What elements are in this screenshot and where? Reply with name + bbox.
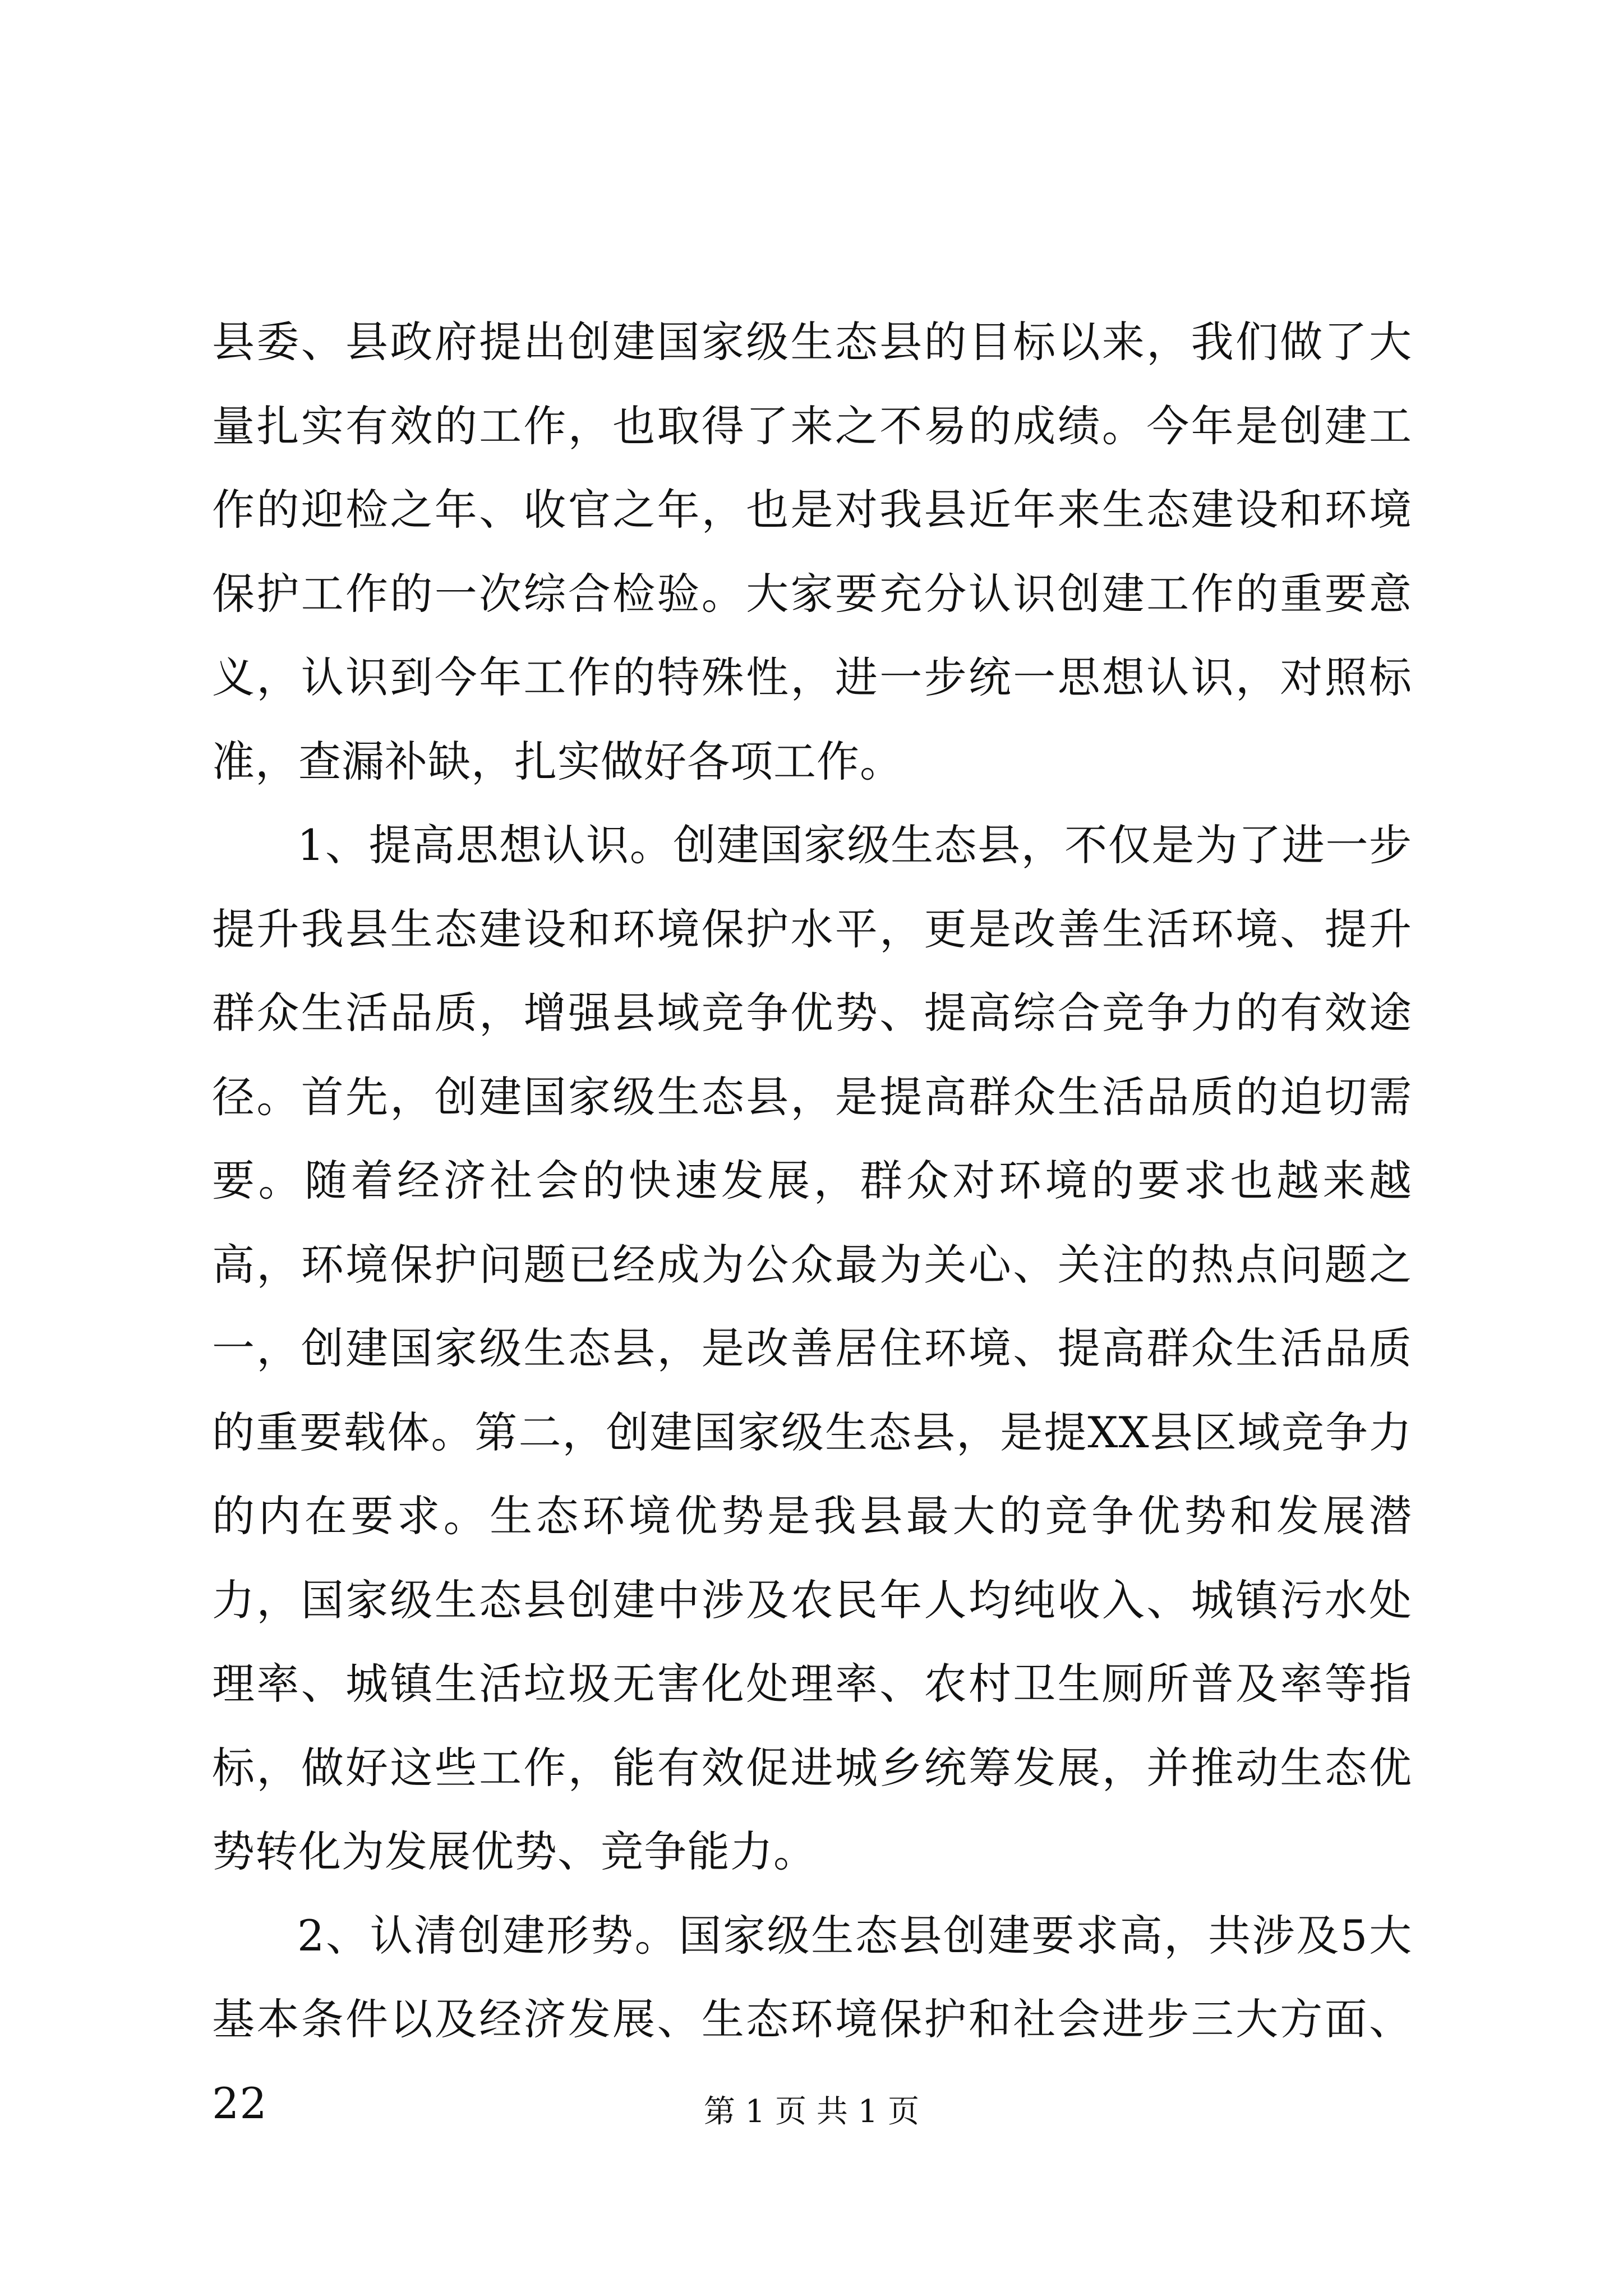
- document-body: [212, 300, 1412, 2145]
- page-footer: 第 1 页 共 1 页: [703, 2093, 920, 2130]
- paragraph-intro: 县委、县政府提出创建国家级生态县的目标以来，我们做了大量扎实有效的工作，也取得了来之不易的成绩。今年是创建工作的迎检之年、收官之年，也是对我县近年来生态建设和环境保护工作的一次综合检验。大家要充分认识创建工作的重要意义，认识到今年工作的特殊性，进一步统一思想认识，对照标准，查漏补缺，扎实做好各项工作。: [212, 317, 1412, 786]
- paragraph-section-1: 1、提高思想认识。创建国家级生态县，不仅是为了进一步提升我县生态建设和环境保护水平，更是改善生活环境、提升群众生活品质，增强县域竞争优势、提高综合竞争力的有效途径。首先，创建国家级生态县，是提高群众生活品质的迫切需要。随着经济社会的快速发展，群众对环境的要求也越来越高，环境保护问题已经成为公众最为关心、关注的热点问题之一，创建国家级生态县，是改善居住环境、提高群众生活品质的重要载体。第二，创建国家级生态县，是提XX县区域竞争力的内在要求。生态环境优势是我县最大的竞争优势和发展潜力，国家级生态县创建中涉及农民年人均纯收入、城镇污水处理率、城镇生活垃圾无害化处理率、农村卫生厕所普及率等指标，做好这些工作，能有效促进城乡统筹发展，并推动生态优势转化为发展优势、竞争能力。: [212, 820, 1412, 1876]
- paragraph-section-2: 2、认清创建形势。国家级生态县创建要求高，共涉及5大基本条件以及经济发展、生态环境保护和社会进步三大方面、22: [212, 1910, 1412, 2128]
